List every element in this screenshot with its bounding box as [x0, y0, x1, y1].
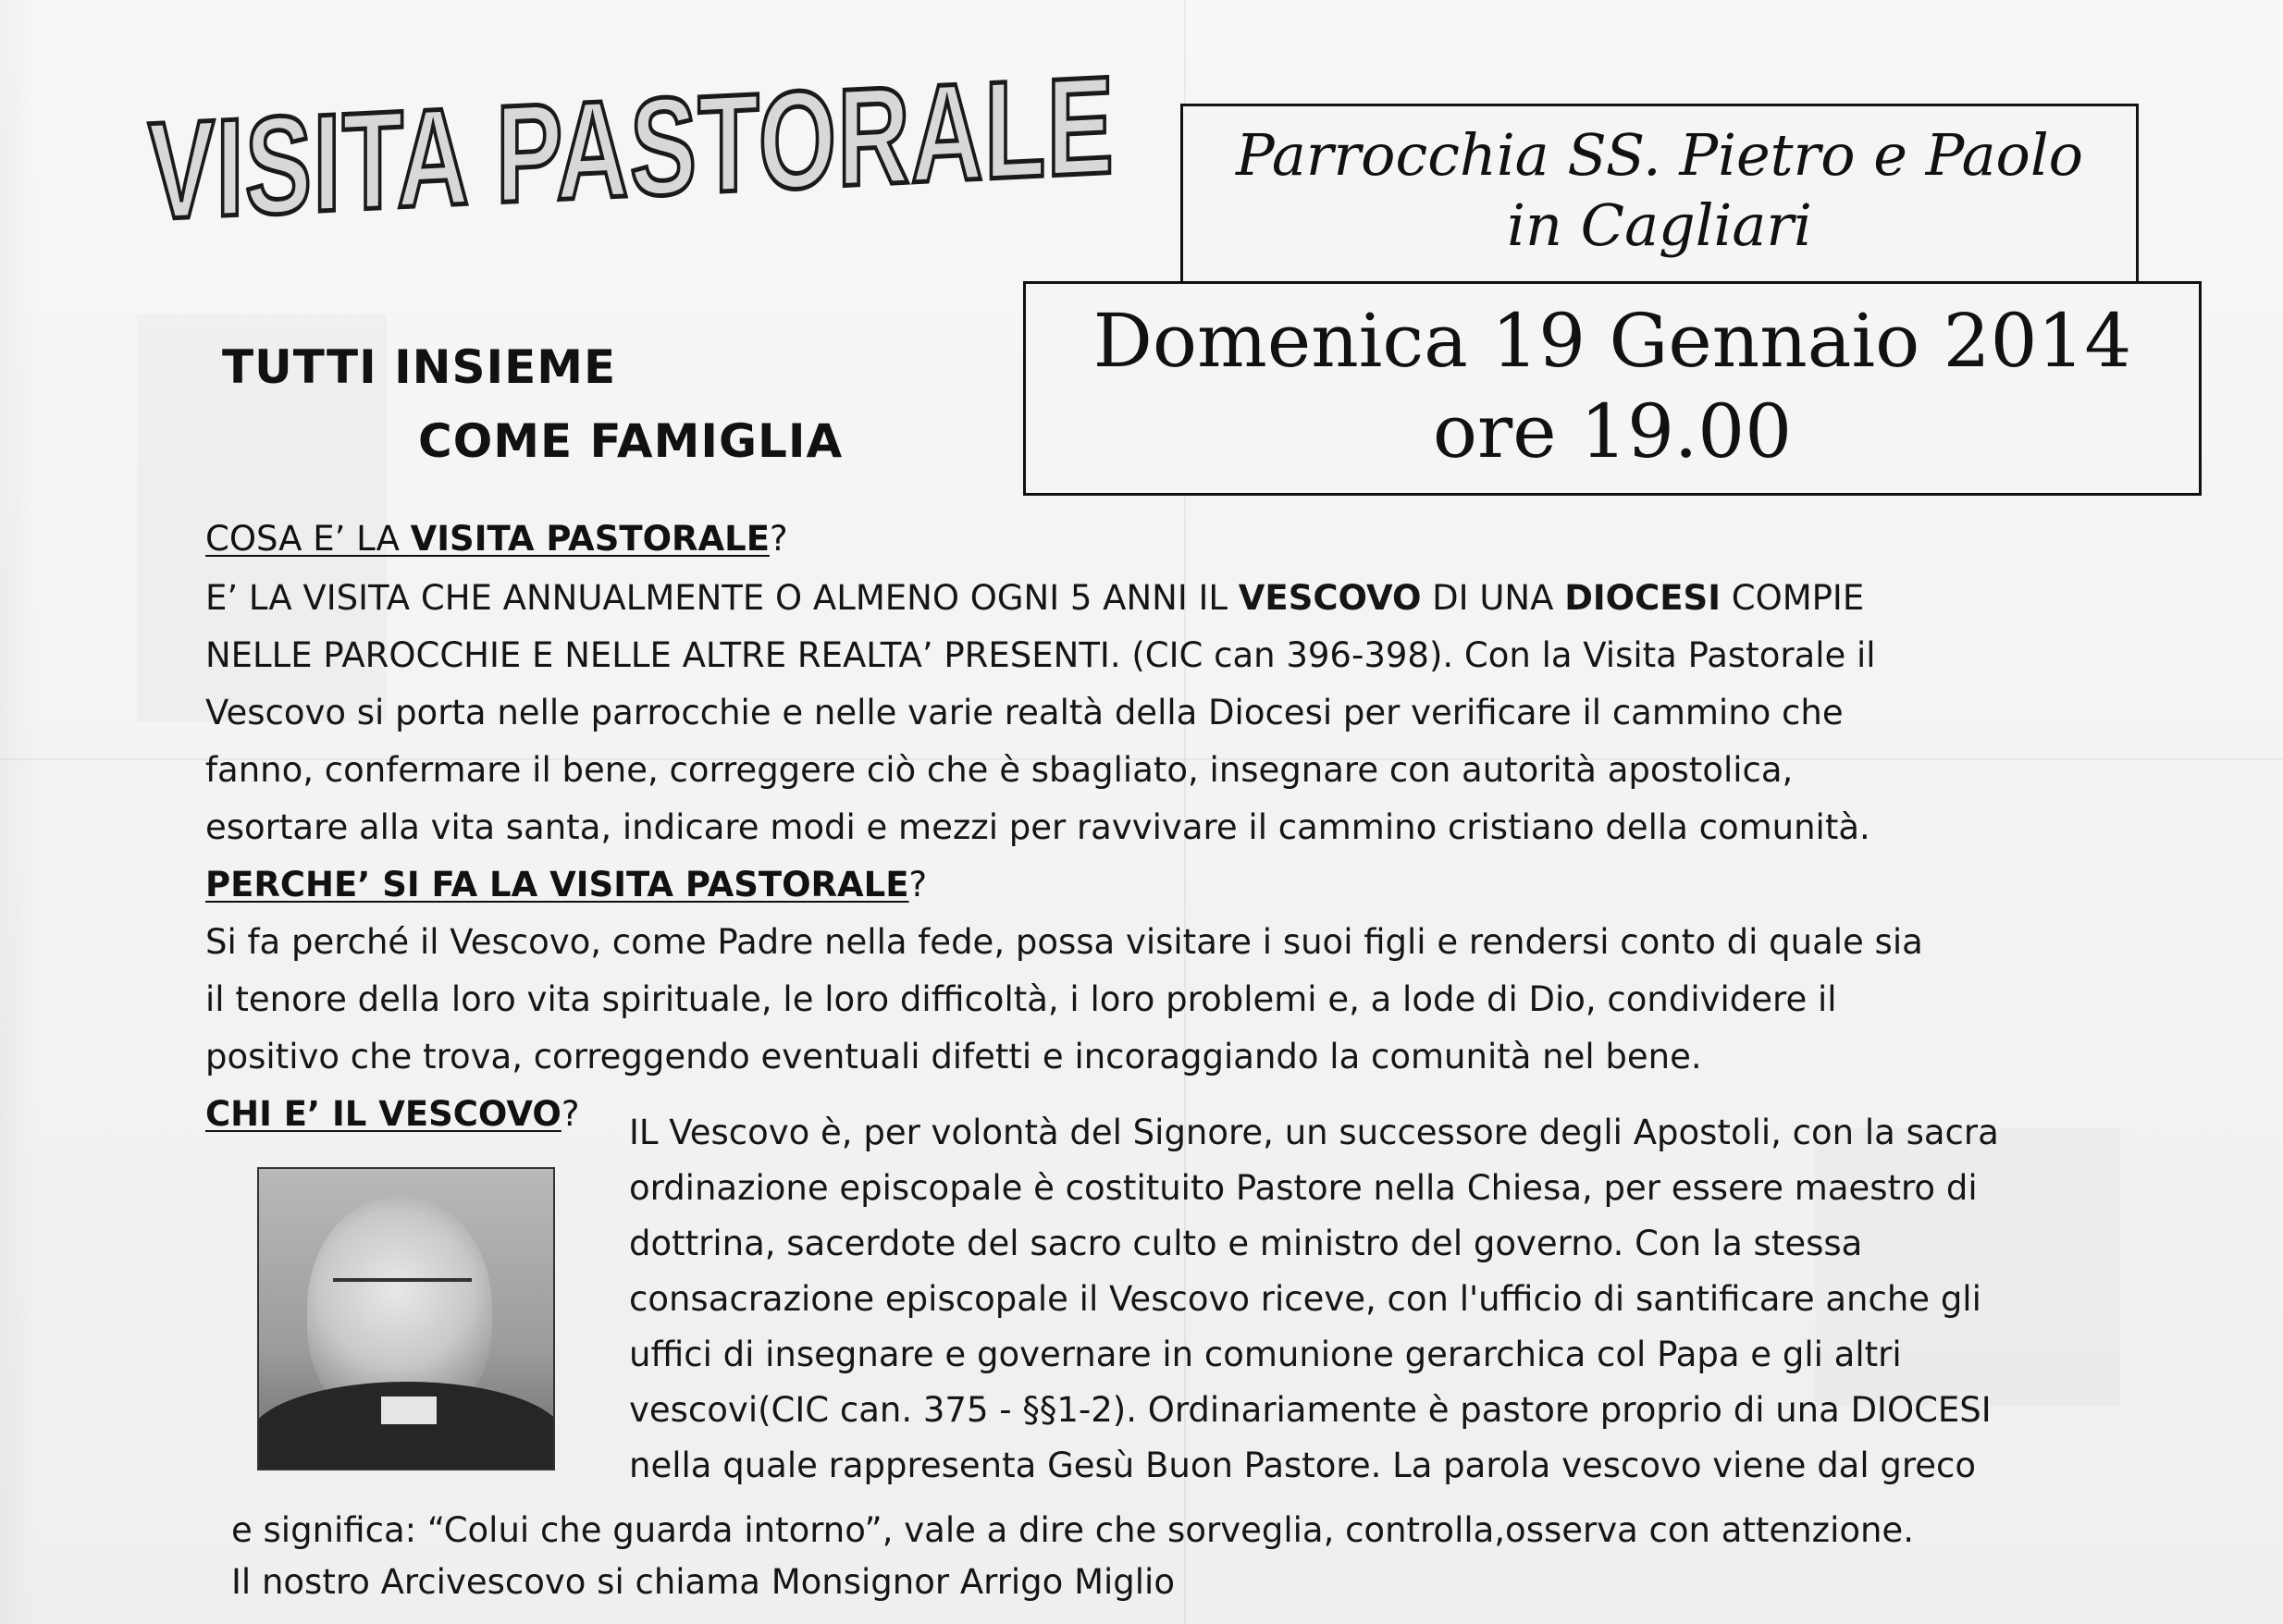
paragraph-line: il tenore della loro vita spirituale, le loro difficoltà, i loro problemi e, a lode di Dio, condividere il: [205, 979, 1837, 1019]
portrait-glasses: [333, 1278, 472, 1319]
heading-suffix: ?: [908, 865, 928, 904]
paragraph-line: uffici di insegnare e governare in comunione gerarchica col Papa e gli altri: [629, 1335, 1902, 1374]
bishop-photo: [257, 1167, 555, 1470]
paragraph-line: NELLE PAROCCHIE E NELLE ALTRE REALTA’ PRESENTI. (CIC can 396-398). Con la Visita Pastorale il: [205, 635, 1876, 675]
paragraph-line: IL Vescovo è, per volontà del Signore, un successore degli Apostoli, con la sacra: [629, 1113, 1999, 1152]
paragraph-line: nella quale rappresenta Gesù Buon Pastore. La parola vescovo viene dal greco: [629, 1446, 1977, 1485]
paragraph-line: Il nostro Arcivescovo si chiama Monsignor Arrigo Miglio: [231, 1562, 1175, 1602]
text-run-bold: DIOCESI: [1564, 578, 1721, 618]
subtitle-line-2: COME FAMIGLIA: [418, 414, 844, 468]
paragraph-line: dottrina, sacerdote del sacro culto e ministro del governo. Con la stessa: [629, 1224, 1863, 1263]
portrait-collar: [381, 1396, 437, 1424]
heading-suffix: ?: [561, 1094, 580, 1134]
paragraph-line: vescovi(CIC can. 375 - §§1-2). Ordinariamente è pastore proprio di una DIOCESI: [629, 1390, 1992, 1430]
heading-bold: VISITA PASTORALE: [410, 519, 771, 559]
event-time: ore 19.00: [1432, 388, 1793, 474]
paragraph-line: Si fa perché il Vescovo, come Padre nella fede, possa visitare i suoi figli e rendersi conto di quale sia: [205, 922, 1923, 962]
parish-box: [1180, 104, 2139, 294]
text-run: E’ LA VISITA CHE ANNUALMENTE O ALMENO OGNI 5 ANNI IL: [205, 578, 1239, 618]
heading-prefix: COSA E’ LA: [205, 519, 411, 559]
section-heading-vescovo: [205, 1094, 580, 1134]
paragraph-line: ordinazione episcopale è costituito Pastore nella Chiesa, per essere maestro di: [629, 1168, 1978, 1208]
paragraph-line: positivo che trova, correggendo eventuali difetti e incoraggiando la comunità nel bene.: [205, 1037, 1702, 1077]
text-run: COMPIE: [1720, 578, 1865, 618]
event-date: Domenica 19 Gennaio 2014: [1092, 298, 2132, 384]
heading-suffix: ?: [770, 519, 788, 559]
paragraph-line: fanno, confermare il bene, correggere ciò che è sbagliato, insegnare con autorità apostolica,: [205, 750, 1794, 790]
paragraph-line: esortare alla vita santa, indicare modi e mezzi per ravvivare il cammino cristiano della comunità.: [205, 807, 1870, 847]
parish-name: Parrocchia SS. Pietro e Paolo: [1235, 121, 2084, 189]
subtitle-line-1: TUTTI INSIEME: [222, 340, 617, 394]
text-run-bold: VESCOVO: [1238, 578, 1422, 618]
date-box: [1023, 281, 2202, 496]
heading-bold: PERCHE’ SI FA LA VISITA PASTORALE: [205, 865, 909, 904]
section-heading-visita: [205, 519, 788, 559]
paragraph-line: e significa: “Colui che guarda intorno”, vale a dire che sorveglia, controlla,osserva con attenzione.: [231, 1510, 1914, 1550]
main-title: VISITA PASTORALE: [148, 46, 1116, 249]
text-run: DI UNA: [1421, 578, 1565, 618]
heading-bold: CHI E’ IL VESCOVO: [205, 1094, 561, 1134]
paragraph-line: consacrazione episcopale il Vescovo riceve, con l'ufficio di santificare anche gli: [629, 1279, 1981, 1319]
paragraph-line: [205, 578, 1865, 618]
section-heading-perche: [205, 867, 927, 902]
paragraph-line: Vescovo si porta nelle parrocchie e nelle varie realtà della Diocesi per verificare il cammino che: [205, 693, 1844, 732]
parish-city: in Cagliari: [1507, 191, 1812, 259]
portrait-body: [257, 1382, 555, 1470]
